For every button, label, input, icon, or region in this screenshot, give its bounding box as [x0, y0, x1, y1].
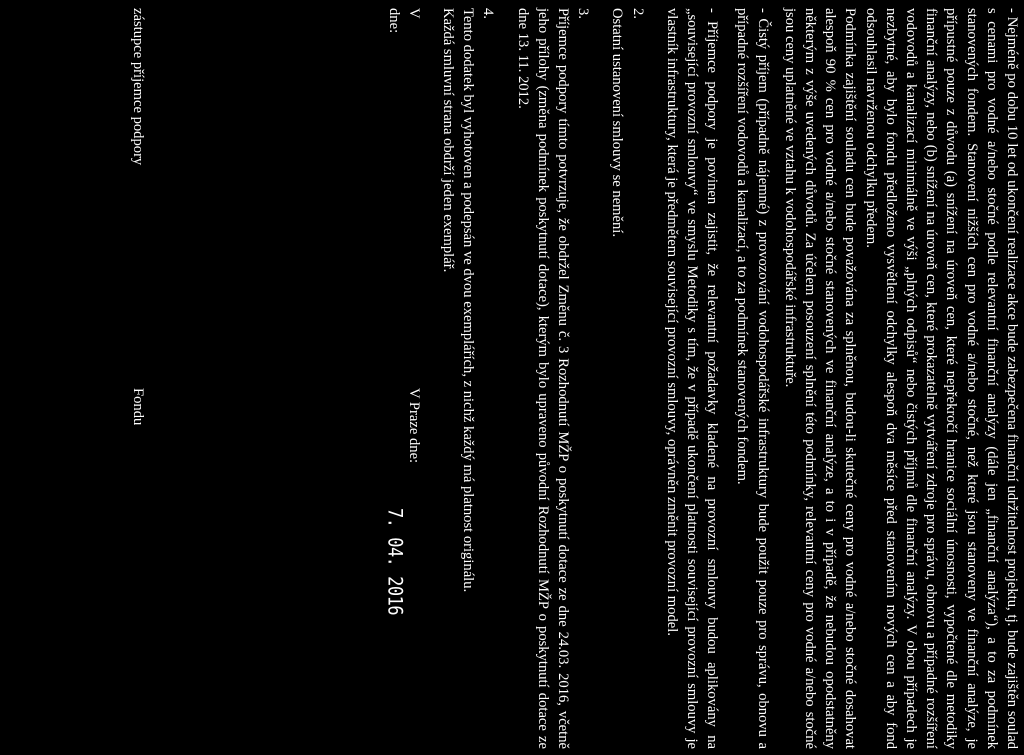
place-row	[404, 8, 424, 749]
paragraph-operating-contracts: - Příjemce podpory je povinen zajistit, že relevantní požadavky kladené na provozní smlouvy budou aplikovány na „související provozní smlouvy“ ve smyslu Metodiky s tím, že v případě ukončení platnosti související provozní smlouvy je vlastník infrastruktury, která je předmětem související provozní smlouvy, oprávněn změnit provozní model.	[663, 8, 721, 749]
section-4-text-2: Každá smluvní strana obdrží jeden exemplář.	[439, 8, 456, 273]
section-2-text: Ostatní ustanovení smlouvy se nemění.	[609, 8, 626, 238]
paragraph-financial-sustainability: - Nejméně po dobu 10 let od ukončení realizace akce bude zabezpečena finanční udržitelnost projektu, tj. bude zajištěn soulad s cenami pro vodné a/nebo stočné podle relevantní finanční analýzy (dále jen „finanční analýza“), a to za podmínek stanovených fondem. Stanovení nižších cen pro vodné a/nebo stočné, než které jsou stanoveny ve finanční analýze, je přípustné pouze z důvodu (a) snížení na úroveň cen, které nepřekročí hranice sociální únosnosti, vypočtené dle metodiky finanční analýzy, nebo (b) snížení na úroveň cen, které prokazatelně vytváření zdroje pro správu, obnovu a případné rozšíření vodovodů a kanalizací minimálně ve výši „plných odpisů“ nebo čistých příjmů dle finanční analýzy. V obou případech je nezbytné, aby bylo fondu předloženo vysvětlení odchylky alespoň dva měsíce před stanovením nových cen a aby fond odsouhlasil navrženou odchylku předem.	[862, 8, 1020, 749]
place-left-label: V	[405, 8, 422, 19]
section-4-number: 4.	[480, 8, 497, 19]
section-3-text: Příjemce podpory tímto potvrzuje, že obdržel Změnu č. 3 Rozhodnutí MŽP o poskytnutí dotace ze dne 24.03. 2016, včetně jeho přílohy (změna podmínek poskytnutí dotace), kterým bylo upraveno původní Rozhodnutí MŽP o poskytnutí dotace ze dne 13. 11. 2012.	[514, 8, 571, 749]
paragraph-price-compliance: Podmínka zajištění souladu cen bude považována za splněnou, budou-li skutečné ceny pro vodné a/nebo stočné dosahovat alespoň 90 % cen pro vodné a/nebo stočné stanovených ve finanční analýze, a to i v případě, že nebudou opodstatněny některým z výše uvedených důvodů. Za účelem posouzení splnění této podmínky, relevantní ceny pro vodné a/nebo stočné jsou ceny uplatněné ve vztahu k vodohospodářské infrastruktuře.	[781, 8, 859, 749]
date-row	[382, 8, 406, 749]
section-4-text-1: Tento dodatek byl vyhotoven a podepsán ve dvou exemplářích, z nichž každý má platnost originálu.	[460, 8, 477, 593]
paragraph-net-income: - Čistý příjem (případně nájemné) z provozování vodohospodářské infrastruktury bude použit pouze pro správu, obnovu a případné rozšíření vodovodů a kanalizací, a to za podmínek stanovených fondem.	[734, 8, 771, 749]
date-left-label: dne:	[385, 8, 402, 34]
handwritten-date: 7. 04. 2016	[382, 508, 406, 616]
place-right-label: V Praze dne:	[405, 388, 422, 464]
section-2-number: 2.	[629, 8, 646, 19]
signature-right-label: Fondu	[130, 388, 147, 426]
signature-left-label: zástupce příjemce podpory	[130, 8, 147, 166]
section-3-number: 3.	[575, 8, 592, 19]
signature-row	[128, 8, 148, 749]
